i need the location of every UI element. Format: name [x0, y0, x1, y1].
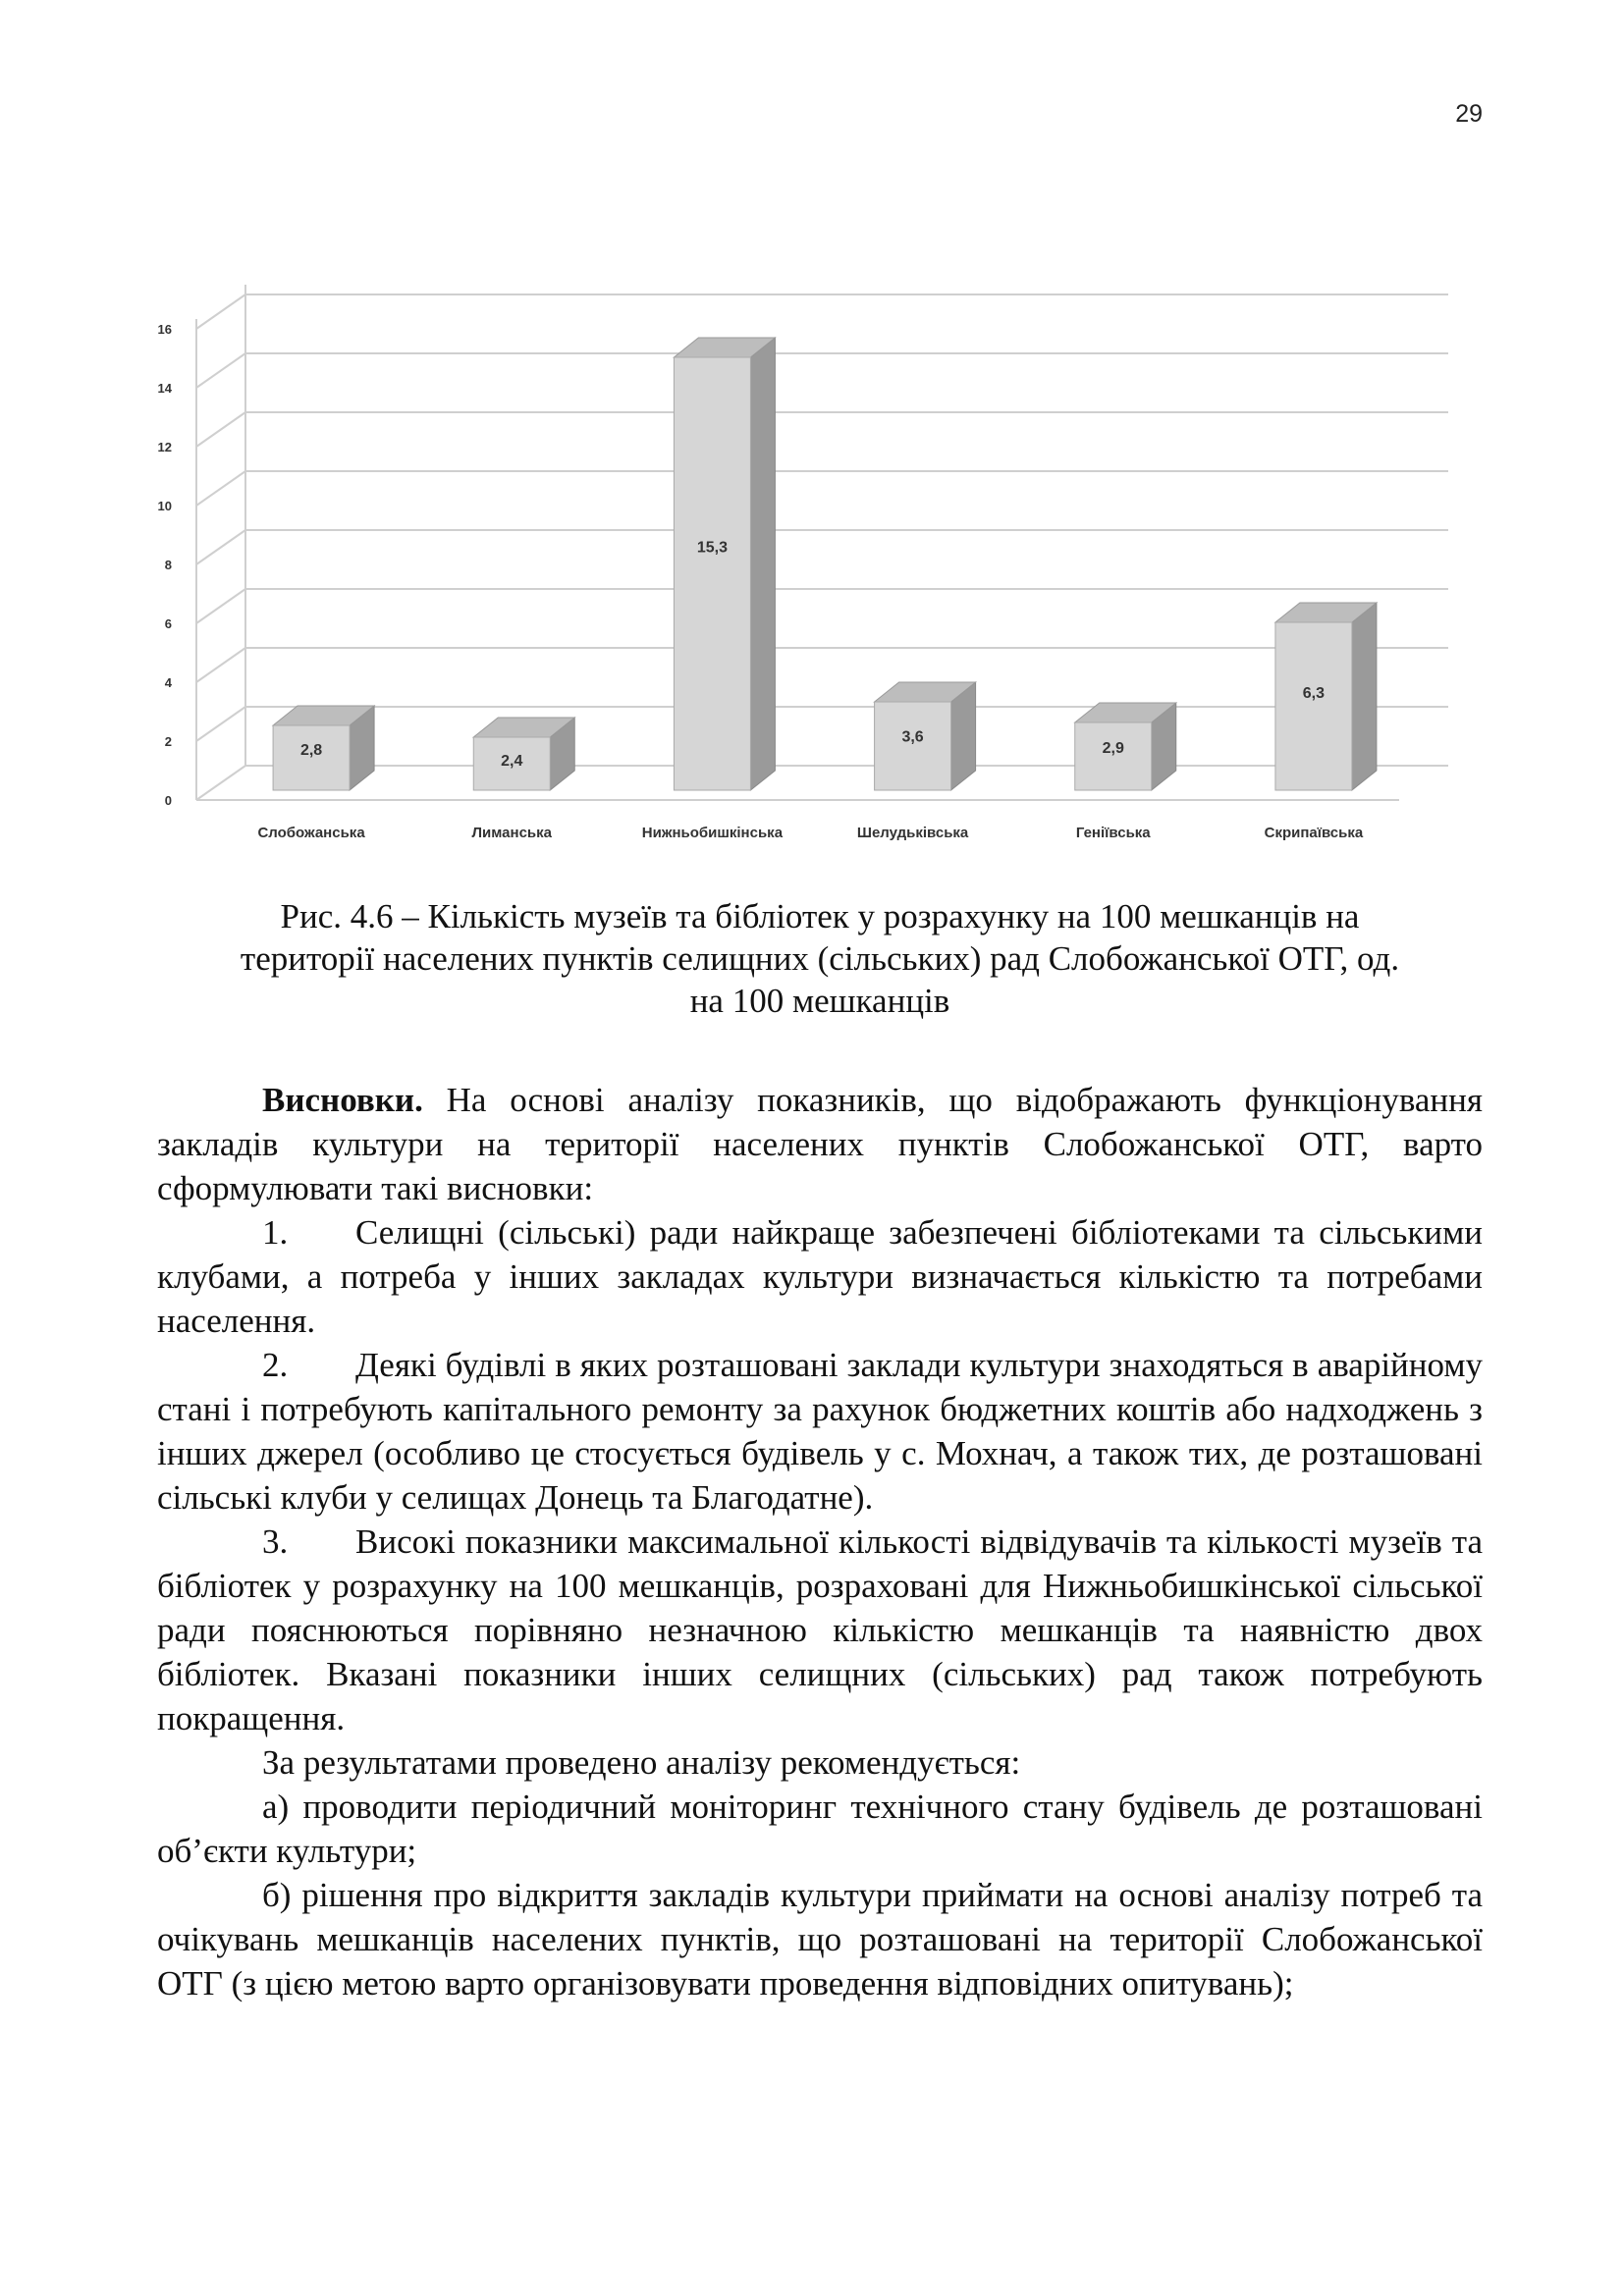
bar: [1275, 622, 1352, 790]
gridline-diagonal: [196, 471, 245, 506]
y-tick-label: 16: [157, 322, 172, 337]
y-tick-label: 2: [164, 734, 172, 749]
conclusion-item-2: [157, 1343, 1483, 1520]
conclusions-heading: Висновки.: [262, 1081, 423, 1119]
x-tick-label: Геніївська: [1075, 825, 1151, 841]
conclusion-item-1: [157, 1210, 1483, 1343]
x-tick-label: Нижньобишкінська: [641, 825, 784, 841]
chart-axis: [196, 285, 1399, 800]
x-tick-label: Лиманська: [471, 825, 552, 841]
bar-side: [750, 338, 775, 790]
data-label: 3,6: [901, 728, 924, 746]
gridline-diagonal: [196, 412, 245, 447]
caption-line-3: на 100 мешканців: [689, 982, 950, 1020]
figure-caption: [157, 895, 1483, 1022]
recommendations-intro: За результатами проведено аналізу рекомендується:: [262, 1743, 1021, 1782]
data-label: 2,8: [299, 742, 323, 759]
x-tick-label: Шелудьківська: [856, 825, 969, 841]
conclusions-section: [157, 1078, 1483, 2005]
data-label: 6,3: [1302, 684, 1326, 702]
gridline-diagonal: [196, 589, 245, 623]
y-tick-label: 6: [164, 616, 172, 631]
y-tick-label: 12: [157, 440, 172, 454]
bar: [875, 702, 951, 790]
page-number: 29: [1455, 100, 1483, 128]
caption-line-2: території населених пунктів селищних (сільських) рад Слобожанської ОТГ, од.: [240, 939, 1400, 978]
bar-chart: [147, 172, 1473, 859]
x-tick-label: Слобожанська: [257, 825, 365, 841]
data-label: 2,4: [501, 753, 523, 770]
gridline-diagonal: [196, 766, 245, 800]
conclusion-item-3: [157, 1520, 1483, 1740]
conclusion-text: Деякі будівлі в яких розташовані заклади культури знаходяться в аварійному стані і потребують капітального ремонту за рахунок бюджетних коштів або надходжень з інших джерел (особливо це стосується будівель у с. Мохнач, а також тих, де розташовані сільські клуби у селищах Донець та Благодатне).: [157, 1346, 1483, 1517]
conclusion-text: Селищні (сільські) ради найкраще забезпечені бібліотеками та сільськими клубами, а потреба у інших закладах культури визначається кількістю та потребами населення.: [157, 1213, 1483, 1340]
recommendation-a: а) проводити періодичний моніторинг технічного стану будівель де розташовані об’єкти культури;: [157, 1788, 1483, 1870]
gridline-diagonal: [196, 294, 245, 329]
y-tick-label: 10: [157, 499, 172, 513]
gridline-diagonal: [196, 648, 245, 682]
conclusion-text: Високі показники максимальної кількості відвідувачів та кількості музеїв та бібліотек у розрахунку на 100 мешканців, розраховані для Нижньобишкінської сільської ради пояснюються порівняно незначною кількістю мешканців та наявністю двох бібліотек. Вказані показники інших селищних (сільських) рад також потребують покращення.: [157, 1522, 1483, 1737]
chart-gridlines: [196, 294, 1448, 800]
recommendation-b: б) рішення про відкриття закладів культури приймати на основі аналізу потреб та очікувань мешканців населених пунктів, що розташовані на території Слобожанської ОТГ (з цією метою варто організовувати проведення відповідних опитувань);: [157, 1876, 1483, 2002]
y-tick-label: 14: [157, 381, 172, 396]
gridline-diagonal: [196, 530, 245, 564]
y-tick-label: 4: [164, 675, 172, 690]
caption-line-1: Рис. 4.6 – Кількість музеїв та бібліотек у розрахунку на 100 мешканців на: [280, 897, 1360, 935]
bar-side: [1352, 603, 1377, 790]
y-tick-label: 0: [164, 793, 172, 808]
data-label: 2,9: [1102, 740, 1124, 758]
y-tick-label: 8: [164, 558, 172, 572]
gridline-diagonal: [196, 707, 245, 741]
bar: [674, 357, 750, 790]
chart-bars: [273, 338, 1377, 790]
x-tick-label: Скрипаївська: [1264, 825, 1364, 841]
gridline-diagonal: [196, 353, 245, 388]
conclusion-number: 3.: [262, 1522, 289, 1561]
conclusion-number: 1.: [262, 1213, 289, 1252]
conclusions-intro-text: На основі аналізу показників, що відображають функціонування закладів культури на території населених пунктів Слобожанської ОТГ, варто сформулювати такі висновки:: [157, 1081, 1483, 1207]
conclusions-intro: [157, 1078, 1483, 1210]
conclusion-number: 2.: [262, 1346, 289, 1384]
data-label: 15,3: [696, 539, 728, 557]
